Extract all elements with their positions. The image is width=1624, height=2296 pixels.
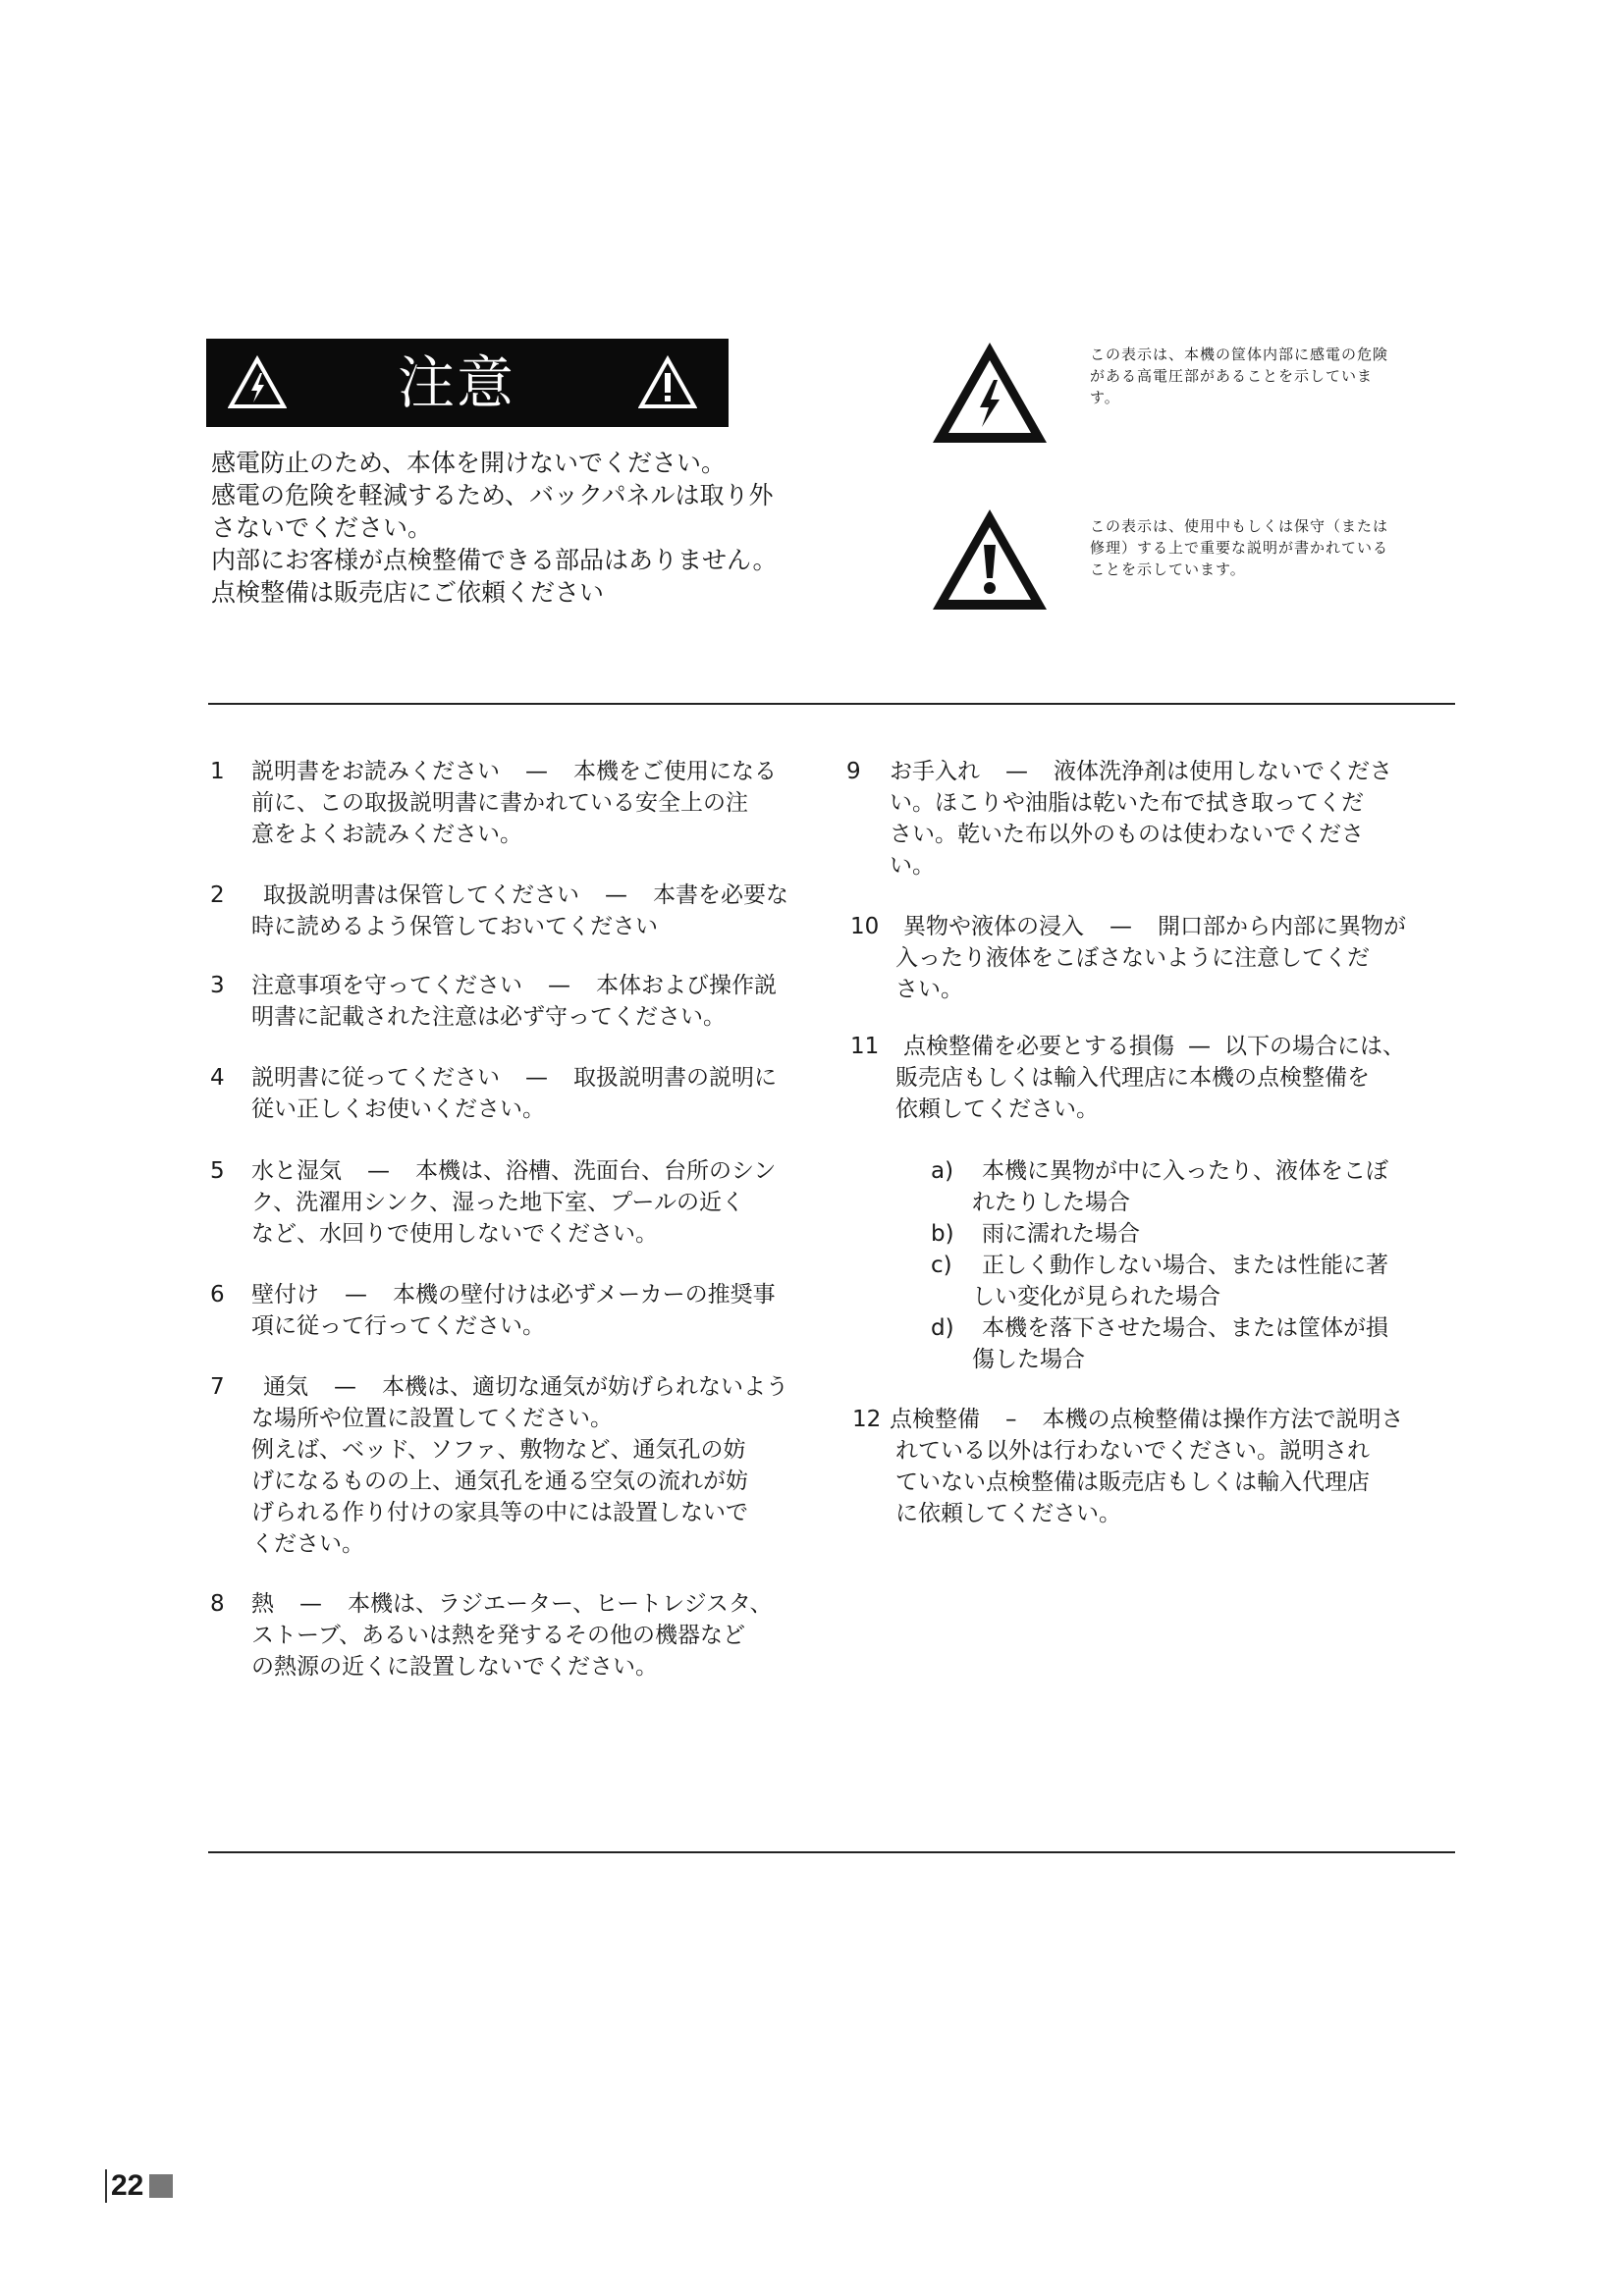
- item-line: 入ったり液体をこぼさないように注意してくだ: [895, 945, 1370, 971]
- safety-item: [251, 1588, 773, 1682]
- safety-item: [251, 1155, 776, 1250]
- em-dash: —: [1188, 1034, 1211, 1059]
- safety-item-cont: [251, 1403, 748, 1560]
- item-line: 項に従って行ってください。: [251, 1313, 545, 1339]
- exclamation-symbol-note: [1090, 515, 1463, 580]
- item-heading: 説明書に従ってください: [251, 1065, 500, 1091]
- caution-text: [211, 447, 879, 609]
- item-line: 本書を必要な: [653, 882, 788, 908]
- item-line: 時に読めるよう保管しておいてください: [251, 914, 658, 939]
- item-heading: 壁付け: [251, 1282, 319, 1308]
- exclamation-symbol-icon: [929, 506, 1051, 614]
- en-dash: –: [1005, 1407, 1017, 1432]
- safety-item: [263, 1371, 788, 1403]
- page-number: 22: [105, 2169, 143, 2203]
- item-line: 意をよくお読みください。: [251, 822, 522, 847]
- safety-item: [903, 911, 1406, 942]
- note-line: ことを示しています。: [1090, 561, 1246, 578]
- item-line: 販売店もしくは輸入代理店に本機の点検整備を: [895, 1065, 1370, 1091]
- item-line: 開口部から内部に異物が: [1158, 914, 1406, 939]
- em-dash: —: [525, 1065, 548, 1091]
- item-line: げになるものの上、通気孔を通る空気の流れが妨: [251, 1468, 748, 1494]
- safety-item-cont: [895, 1435, 1370, 1529]
- item-number: 11: [850, 1034, 880, 1059]
- sub-item-line: 本機を落下させた場合、または筐体が損: [982, 1315, 1388, 1341]
- em-dash: —: [525, 759, 548, 784]
- safety-item: [251, 1279, 776, 1342]
- note-line: この表示は、本機の筐体内部に感電の危険: [1090, 346, 1389, 363]
- shock-symbol-note: [1090, 344, 1463, 408]
- caution-line: 内部にお客様が点検整備できる部品はありません。: [211, 546, 778, 574]
- item-line: さい。: [895, 977, 963, 1002]
- item-line: の熱源の近くに設置しないでください。: [251, 1654, 658, 1680]
- item-line: など、水回りで使用しないでください。: [251, 1221, 658, 1247]
- note-line: がある高電圧部があることを示していま: [1090, 367, 1374, 385]
- item-line: ください。: [251, 1531, 364, 1557]
- electric-shock-warning-icon: [228, 355, 287, 409]
- sub-item-line: しい変化が見られた場合: [972, 1284, 1220, 1309]
- item-number: 10: [850, 914, 880, 939]
- item-number: 4: [210, 1065, 225, 1091]
- safety-item: [251, 756, 777, 850]
- em-dash: —: [299, 1591, 322, 1617]
- item-heading: 熱: [251, 1591, 274, 1617]
- sub-item-label: c): [931, 1253, 952, 1278]
- item-heading: 異物や液体の浸入: [903, 914, 1084, 939]
- safety-item: [903, 1031, 1405, 1062]
- item-line: 本機は、適切な通気が妨げられないよう: [382, 1374, 788, 1400]
- em-dash: —: [1110, 914, 1132, 939]
- item-number: 8: [210, 1591, 225, 1617]
- note-line: この表示は、使用中もしくは保守（または: [1090, 517, 1389, 535]
- top-divider: [208, 703, 1455, 705]
- item-line: 本機の点検整備は操作方法で説明さ: [1042, 1407, 1404, 1432]
- exclamation-warning-icon: [638, 355, 697, 409]
- item-number: 1: [210, 759, 225, 784]
- item-number: 9: [846, 759, 861, 784]
- item-line: 明書に記載された注意は必ず守ってください。: [251, 1004, 726, 1030]
- em-dash: —: [605, 882, 627, 908]
- item-line: 本体および操作説: [596, 973, 777, 998]
- item-heading: 点検整備: [890, 1407, 980, 1432]
- item-heading: 水と湿気: [251, 1158, 342, 1184]
- item-line: 従い正しくお使いください。: [251, 1096, 545, 1122]
- safety-item: [890, 1404, 1404, 1435]
- item-number: 6: [210, 1282, 225, 1308]
- item-line: さい。乾いた布以外のものは使わないでくださ: [890, 822, 1364, 847]
- em-dash: —: [345, 1282, 367, 1308]
- caution-line: 点検整備は販売店にご依頼ください: [211, 578, 605, 607]
- item-line: 本機をご使用になる: [573, 759, 777, 784]
- item-line: 取扱説明書の説明に: [573, 1065, 777, 1091]
- note-line: す。: [1090, 389, 1120, 406]
- item-heading: 注意事項を守ってください: [251, 973, 522, 998]
- safety-item: [890, 756, 1392, 881]
- safety-item-cont: [895, 1062, 1370, 1125]
- sub-item: [982, 1155, 1388, 1187]
- bottom-divider: [208, 1851, 1455, 1853]
- sub-item-line: れたりした場合: [972, 1190, 1130, 1215]
- page-marker-square-icon: [149, 2174, 173, 2198]
- item-number: 12: [852, 1407, 882, 1432]
- item-heading: 通気: [263, 1374, 308, 1400]
- sub-item-line: 傷した場合: [972, 1347, 1085, 1372]
- item-heading: 取扱説明書は保管してください: [263, 882, 579, 908]
- item-line: れている以外は行わないでください。説明され: [895, 1438, 1370, 1464]
- em-dash: —: [1005, 759, 1028, 784]
- caution-title: 注意: [398, 349, 516, 416]
- item-heading: 説明書をお読みください: [251, 759, 500, 784]
- item-line: 例えば、ベッド、ソファ、敷物など、通気孔の妨: [251, 1437, 746, 1463]
- sub-item-label: b): [931, 1221, 954, 1247]
- item-line: 以下の場合には、: [1224, 1034, 1405, 1059]
- safety-item: [251, 970, 777, 1033]
- item-line: げられる作り付けの家具等の中には設置しないで: [251, 1500, 748, 1525]
- safety-item: [263, 880, 788, 911]
- sub-item-label: d): [931, 1315, 954, 1341]
- item-line: 本機は、ラジエーター、ヒートレジスタ、: [348, 1591, 773, 1617]
- caution-line: さないでください。: [211, 513, 433, 542]
- caution-banner: [206, 339, 729, 427]
- item-line: い。: [890, 853, 935, 879]
- sub-item-label: a): [931, 1158, 954, 1184]
- note-line: 修理）する上で重要な説明が書かれている: [1090, 539, 1389, 557]
- high-voltage-symbol-icon: [929, 339, 1051, 447]
- item-line: ク、洗濯用シンク、湿った地下室、プールの近く: [251, 1190, 744, 1215]
- item-heading: 点検整備を必要とする損傷: [903, 1034, 1174, 1059]
- item-heading: お手入れ: [890, 759, 980, 784]
- em-dash: —: [334, 1374, 356, 1400]
- item-line: に依頼してください。: [895, 1501, 1121, 1526]
- safety-item: [251, 1062, 777, 1125]
- item-number: 7: [210, 1374, 225, 1400]
- item-line: 前に、この取扱説明書に書かれている安全上の注: [251, 790, 748, 816]
- item-line: な場所や位置に設置してください。: [251, 1406, 613, 1431]
- sub-item-line: 本機に異物が中に入ったり、液体をこぼ: [982, 1158, 1388, 1184]
- item-number: 5: [210, 1158, 225, 1184]
- caution-line: 感電の危険を軽減するため、バックパネルは取り外: [211, 481, 774, 509]
- sub-item-line: 正しく動作しない場合、または性能に著: [982, 1253, 1388, 1278]
- item-line: 本機は、浴槽、洗面台、台所のシン: [415, 1158, 777, 1184]
- sub-item-line: 雨に濡れた場合: [982, 1221, 1140, 1247]
- item-number: 2: [210, 882, 225, 908]
- item-line: 依頼してください。: [895, 1096, 1099, 1122]
- item-line: 本機の壁付けは必ずメーカーの推奨事: [393, 1282, 776, 1308]
- item-line: 液体洗浄剤は使用しないでくださ: [1054, 759, 1392, 784]
- em-dash: —: [367, 1158, 390, 1184]
- item-line: ストーブ、あるいは熱を発するその他の機器など: [251, 1623, 746, 1648]
- safety-item-cont: [895, 942, 1370, 1005]
- item-line: ていない点検整備は販売店もしくは輸入代理店: [895, 1469, 1370, 1495]
- item-number: 3: [210, 973, 225, 998]
- item-line: い。ほこりや油脂は乾いた布で拭き取ってくだ: [890, 790, 1364, 816]
- em-dash: —: [548, 973, 570, 998]
- caution-line: 感電防止のため、本体を開けないでください。: [211, 449, 727, 477]
